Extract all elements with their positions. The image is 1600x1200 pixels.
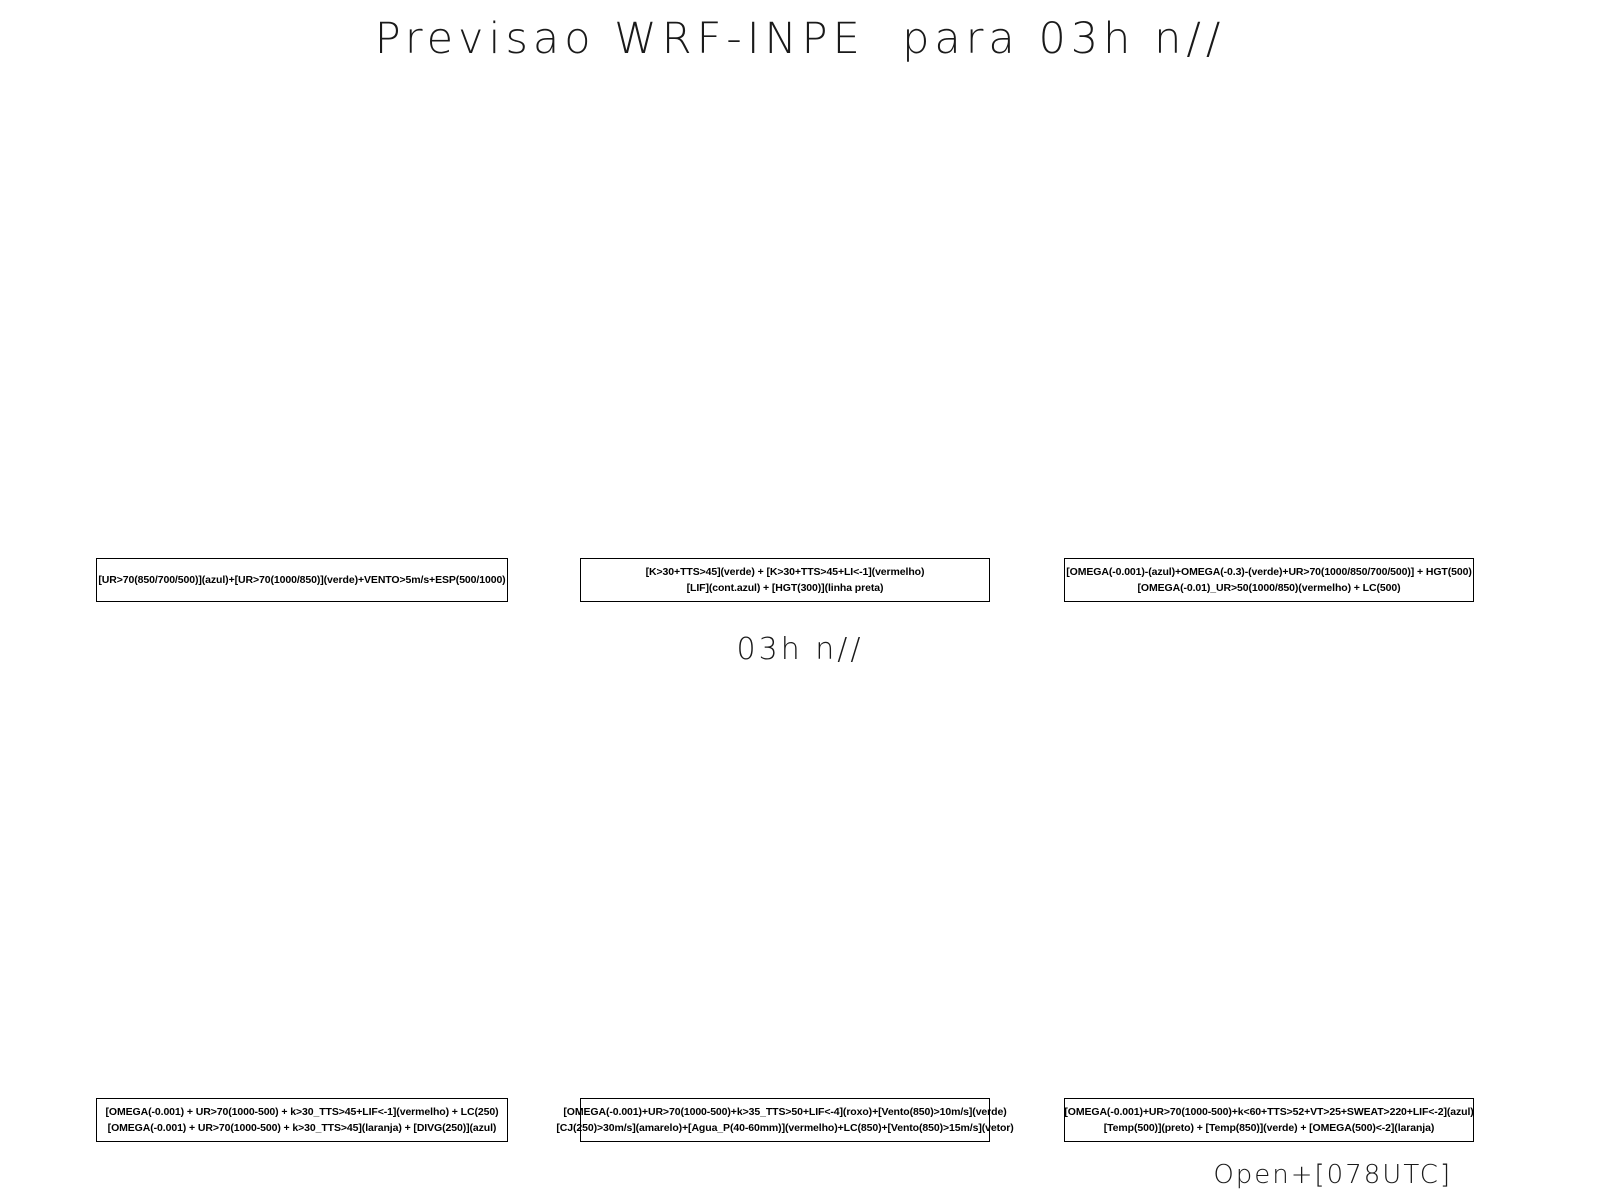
panel-top-left <box>96 100 508 550</box>
panel-bottom-right <box>1064 690 1474 1090</box>
legend-line: [OMEGA(-0.001)-(azul)+OMEGA(-0.3)-(verde)+UR>70(1000/850/700/500)] + HGT(500) <box>1066 565 1472 578</box>
legend-line: [Temp(500)](preto) + [Temp(850)](verde) + [OMEGA(500)<-2](laranja) <box>1103 1122 1435 1134</box>
legend-box-top-right <box>1064 558 1474 602</box>
legend-line: [UR>70(850/700/500)](azul)+[UR>70(1000/850)](verde)+VENTO>5m/s+ESP(500/1000) <box>98 573 506 586</box>
legend-box-top-left <box>96 558 508 602</box>
legend-line: [OMEGA(-0.001)+UR>70(1000-500)+k<60+TTS>52+VT>25+SWEAT>220+LIF<-2](azul) <box>1064 1105 1474 1118</box>
legend-line: [K>30+TTS>45](verde) + [K>30+TTS>45+LI<-1](vermelho) <box>645 565 925 578</box>
footer-label: Open+[078UTC] <box>1213 1160 1452 1190</box>
legend-box-bottom-left <box>96 1098 508 1142</box>
legend-box-top-middle <box>580 558 990 602</box>
middle-time-label: 03h n// <box>736 632 864 667</box>
panel-top-middle <box>580 100 990 550</box>
page-title: Previsao WRF-INPE para 03h n// <box>374 14 1226 64</box>
legend-line: [LIF](cont.azul) + [HGT(300)](linha preta) <box>686 582 884 594</box>
legend-line: [OMEGA(-0.001) + UR>70(1000-500) + k>30_TTS>45+LIF<-1](vermelho) + LC(250) <box>105 1105 499 1118</box>
legend-line: [OMEGA(-0.001)+UR>70(1000-500)+k>35_TTS>50+LIF<-4](roxo)+[Vento(850)>10m/s](verde) <box>563 1105 1007 1118</box>
legend-line: [OMEGA(-0.01)_UR>50(1000/850)(vermelho) + LC(500) <box>1137 582 1401 594</box>
legend-box-bottom-right <box>1064 1098 1474 1142</box>
legend-line: [CJ(250)>30m/s](amarelo)+[Agua_P(40-60mm)](vermelho)+LC(850)+[Vento(850)>15m/s](vetor) <box>556 1122 1014 1134</box>
panel-top-right <box>1064 100 1474 550</box>
panel-bottom-middle <box>580 690 990 1090</box>
legend-box-bottom-middle <box>556 1098 1014 1142</box>
legend-line: [OMEGA(-0.001) + UR>70(1000-500) + k>30_TTS>45](laranja) + [DIVG(250)](azul) <box>107 1122 497 1134</box>
panel-bottom-left <box>96 690 508 1090</box>
